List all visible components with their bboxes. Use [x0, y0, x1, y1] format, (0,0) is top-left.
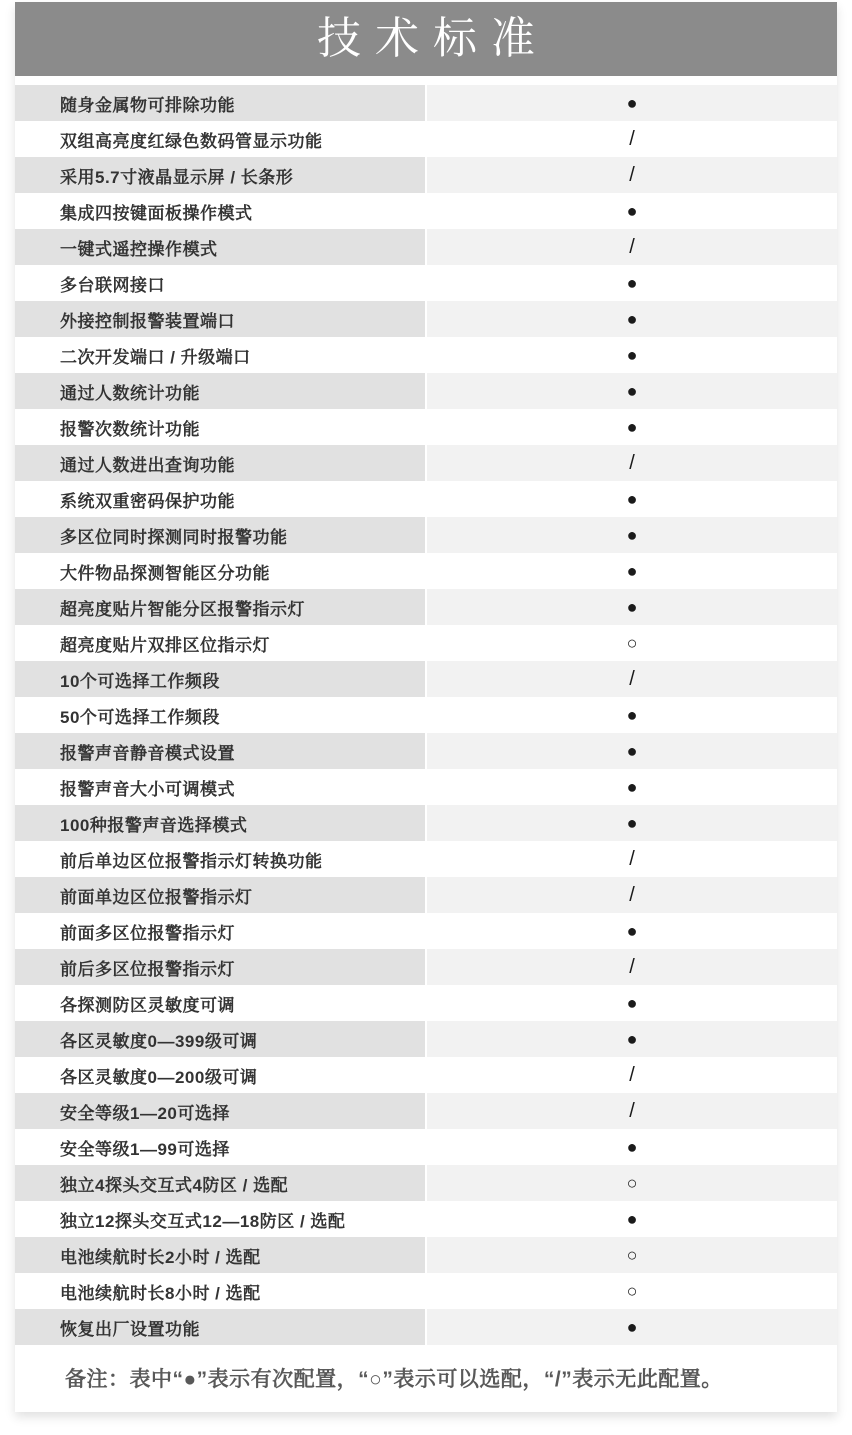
table-row [15, 805, 837, 841]
feature-mark-cell [427, 1273, 837, 1309]
feature-mark-cell [427, 553, 837, 589]
table-row [15, 1021, 837, 1057]
filled-circle-icon: ● [626, 1137, 638, 1157]
table-row [15, 661, 837, 697]
feature-label: 报警声音静音模式设置 [15, 733, 427, 769]
table-row [15, 1201, 837, 1237]
feature-mark-cell [427, 913, 837, 949]
table-row [15, 877, 837, 913]
slash-icon: / [629, 164, 635, 186]
spec-card [15, 2, 837, 1412]
feature-mark-cell [427, 661, 837, 697]
table-row [15, 949, 837, 985]
feature-label: 电池续航时长8小时 / 选配 [15, 1273, 427, 1309]
table-row [15, 1309, 837, 1345]
feature-label: 采用5.7寸液晶显示屏 / 长条形 [15, 157, 427, 193]
slash-icon: / [629, 848, 635, 870]
table-row [15, 985, 837, 1021]
filled-circle-icon: ● [626, 1029, 638, 1049]
footnote [15, 1345, 837, 1410]
feature-label: 通过人数进出查询功能 [15, 445, 427, 481]
feature-mark-cell [427, 265, 837, 301]
feature-label: 一键式遥控操作模式 [15, 229, 427, 265]
feature-mark-cell [427, 877, 837, 913]
table-row [15, 229, 837, 265]
table-row [15, 1273, 837, 1309]
feature-label: 多台联网接口 [15, 265, 427, 301]
feature-label: 前后多区位报警指示灯 [15, 949, 427, 985]
filled-circle-icon: ● [626, 489, 638, 509]
feature-mark-cell [427, 589, 837, 625]
feature-mark-cell [427, 1021, 837, 1057]
filled-circle-icon: ● [626, 561, 638, 581]
feature-label: 超亮度贴片双排区位指示灯 [15, 625, 427, 661]
filled-circle-icon: ● [626, 1209, 638, 1229]
table-row [15, 265, 837, 301]
feature-label: 多区位同时探测同时报警功能 [15, 517, 427, 553]
filled-circle-icon: ● [626, 525, 638, 545]
table-row [15, 841, 837, 877]
filled-circle-icon: ● [626, 597, 638, 617]
feature-mark-cell [427, 841, 837, 877]
feature-label: 系统双重密码保护功能 [15, 481, 427, 517]
table-row [15, 337, 837, 373]
table-row [15, 1165, 837, 1201]
feature-label: 电池续航时长2小时 / 选配 [15, 1237, 427, 1273]
filled-circle-icon: ● [626, 1317, 638, 1337]
feature-mark-cell [427, 193, 837, 229]
feature-label: 独立12探头交互式12—18防区 / 选配 [15, 1201, 427, 1237]
open-circle-icon: ○ [626, 633, 638, 653]
feature-label: 50个可选择工作频段 [15, 697, 427, 733]
feature-label: 报警声音大小可调模式 [15, 769, 427, 805]
feature-mark-cell [427, 301, 837, 337]
feature-label: 报警次数统计功能 [15, 409, 427, 445]
table-row [15, 481, 837, 517]
table-header [15, 2, 837, 76]
filled-circle-icon: ● [626, 993, 638, 1013]
slash-icon: / [629, 668, 635, 690]
table-row [15, 121, 837, 157]
table-row [15, 301, 837, 337]
feature-label: 二次开发端口 / 升级端口 [15, 337, 427, 373]
feature-label: 集成四按键面板操作模式 [15, 193, 427, 229]
feature-mark-cell [427, 229, 837, 265]
filled-circle-icon: ● [626, 93, 638, 113]
table-row [15, 157, 837, 193]
open-circle-icon: ○ [626, 1173, 638, 1193]
table-row [15, 733, 837, 769]
feature-mark-cell [427, 481, 837, 517]
feature-mark-cell [427, 625, 837, 661]
feature-label: 各区灵敏度0—399级可调 [15, 1021, 427, 1057]
open-circle-icon: ○ [626, 1245, 638, 1265]
feature-label: 通过人数统计功能 [15, 373, 427, 409]
footnote-text: 备注：表中“●”表示有次配置，“○”表示可以选配，“/”表示无此配置。 [65, 1367, 723, 1391]
feature-mark-cell [427, 121, 837, 157]
slash-icon: / [629, 236, 635, 258]
table-row [15, 913, 837, 949]
feature-mark-cell [427, 949, 837, 985]
feature-mark-cell [427, 445, 837, 481]
feature-label: 超亮度贴片智能分区报警指示灯 [15, 589, 427, 625]
feature-mark-cell [427, 517, 837, 553]
feature-mark-cell [427, 1165, 837, 1201]
feature-mark-cell [427, 769, 837, 805]
slash-icon: / [629, 884, 635, 906]
table-row [15, 409, 837, 445]
feature-mark-cell [427, 985, 837, 1021]
feature-mark-cell [427, 1129, 837, 1165]
feature-label: 前面多区位报警指示灯 [15, 913, 427, 949]
feature-mark-cell [427, 157, 837, 193]
feature-mark-cell [427, 337, 837, 373]
feature-mark-cell [427, 1309, 837, 1345]
feature-mark-cell [427, 1057, 837, 1093]
slash-icon: / [629, 1100, 635, 1122]
feature-label: 随身金属物可排除功能 [15, 85, 427, 121]
slash-icon: / [629, 452, 635, 474]
table-row [15, 589, 837, 625]
table-row [15, 517, 837, 553]
feature-label: 前面单边区位报警指示灯 [15, 877, 427, 913]
table-row [15, 193, 837, 229]
feature-label: 外接控制报警装置端口 [15, 301, 427, 337]
table-row [15, 1129, 837, 1165]
feature-label: 大件物品探测智能区分功能 [15, 553, 427, 589]
table-row [15, 1093, 837, 1129]
filled-circle-icon: ● [626, 921, 638, 941]
feature-mark-cell [427, 85, 837, 121]
feature-mark-cell [427, 733, 837, 769]
filled-circle-icon: ● [626, 309, 638, 329]
feature-label: 各探测防区灵敏度可调 [15, 985, 427, 1021]
table-row [15, 769, 837, 805]
feature-label: 独立4探头交互式4防区 / 选配 [15, 1165, 427, 1201]
feature-label: 双组高亮度红绿色数码管显示功能 [15, 121, 427, 157]
slash-icon: / [629, 128, 635, 150]
slash-icon: / [629, 956, 635, 978]
table-row [15, 1237, 837, 1273]
spec-table [15, 85, 837, 1345]
filled-circle-icon: ● [626, 273, 638, 293]
table-row [15, 85, 837, 121]
filled-circle-icon: ● [626, 813, 638, 833]
feature-label: 前后单边区位报警指示灯转换功能 [15, 841, 427, 877]
feature-mark-cell [427, 373, 837, 409]
feature-label: 各区灵敏度0—200级可调 [15, 1057, 427, 1093]
filled-circle-icon: ● [626, 345, 638, 365]
page-title: 技术标准 [317, 14, 549, 63]
filled-circle-icon: ● [626, 777, 638, 797]
filled-circle-icon: ● [626, 741, 638, 761]
feature-label: 安全等级1—20可选择 [15, 1093, 427, 1129]
feature-label: 恢复出厂设置功能 [15, 1309, 427, 1345]
feature-label: 100种报警声音选择模式 [15, 805, 427, 841]
filled-circle-icon: ● [626, 201, 638, 221]
open-circle-icon: ○ [626, 1281, 638, 1301]
feature-mark-cell [427, 409, 837, 445]
table-row [15, 553, 837, 589]
filled-circle-icon: ● [626, 417, 638, 437]
feature-mark-cell [427, 1201, 837, 1237]
feature-mark-cell [427, 805, 837, 841]
table-row [15, 625, 837, 661]
feature-label: 10个可选择工作频段 [15, 661, 427, 697]
slash-icon: / [629, 1064, 635, 1086]
filled-circle-icon: ● [626, 381, 638, 401]
feature-mark-cell [427, 1237, 837, 1273]
table-row [15, 373, 837, 409]
feature-mark-cell [427, 697, 837, 733]
table-row [15, 1057, 837, 1093]
feature-label: 安全等级1—99可选择 [15, 1129, 427, 1165]
table-row [15, 697, 837, 733]
table-row [15, 445, 837, 481]
feature-mark-cell [427, 1093, 837, 1129]
filled-circle-icon: ● [626, 705, 638, 725]
